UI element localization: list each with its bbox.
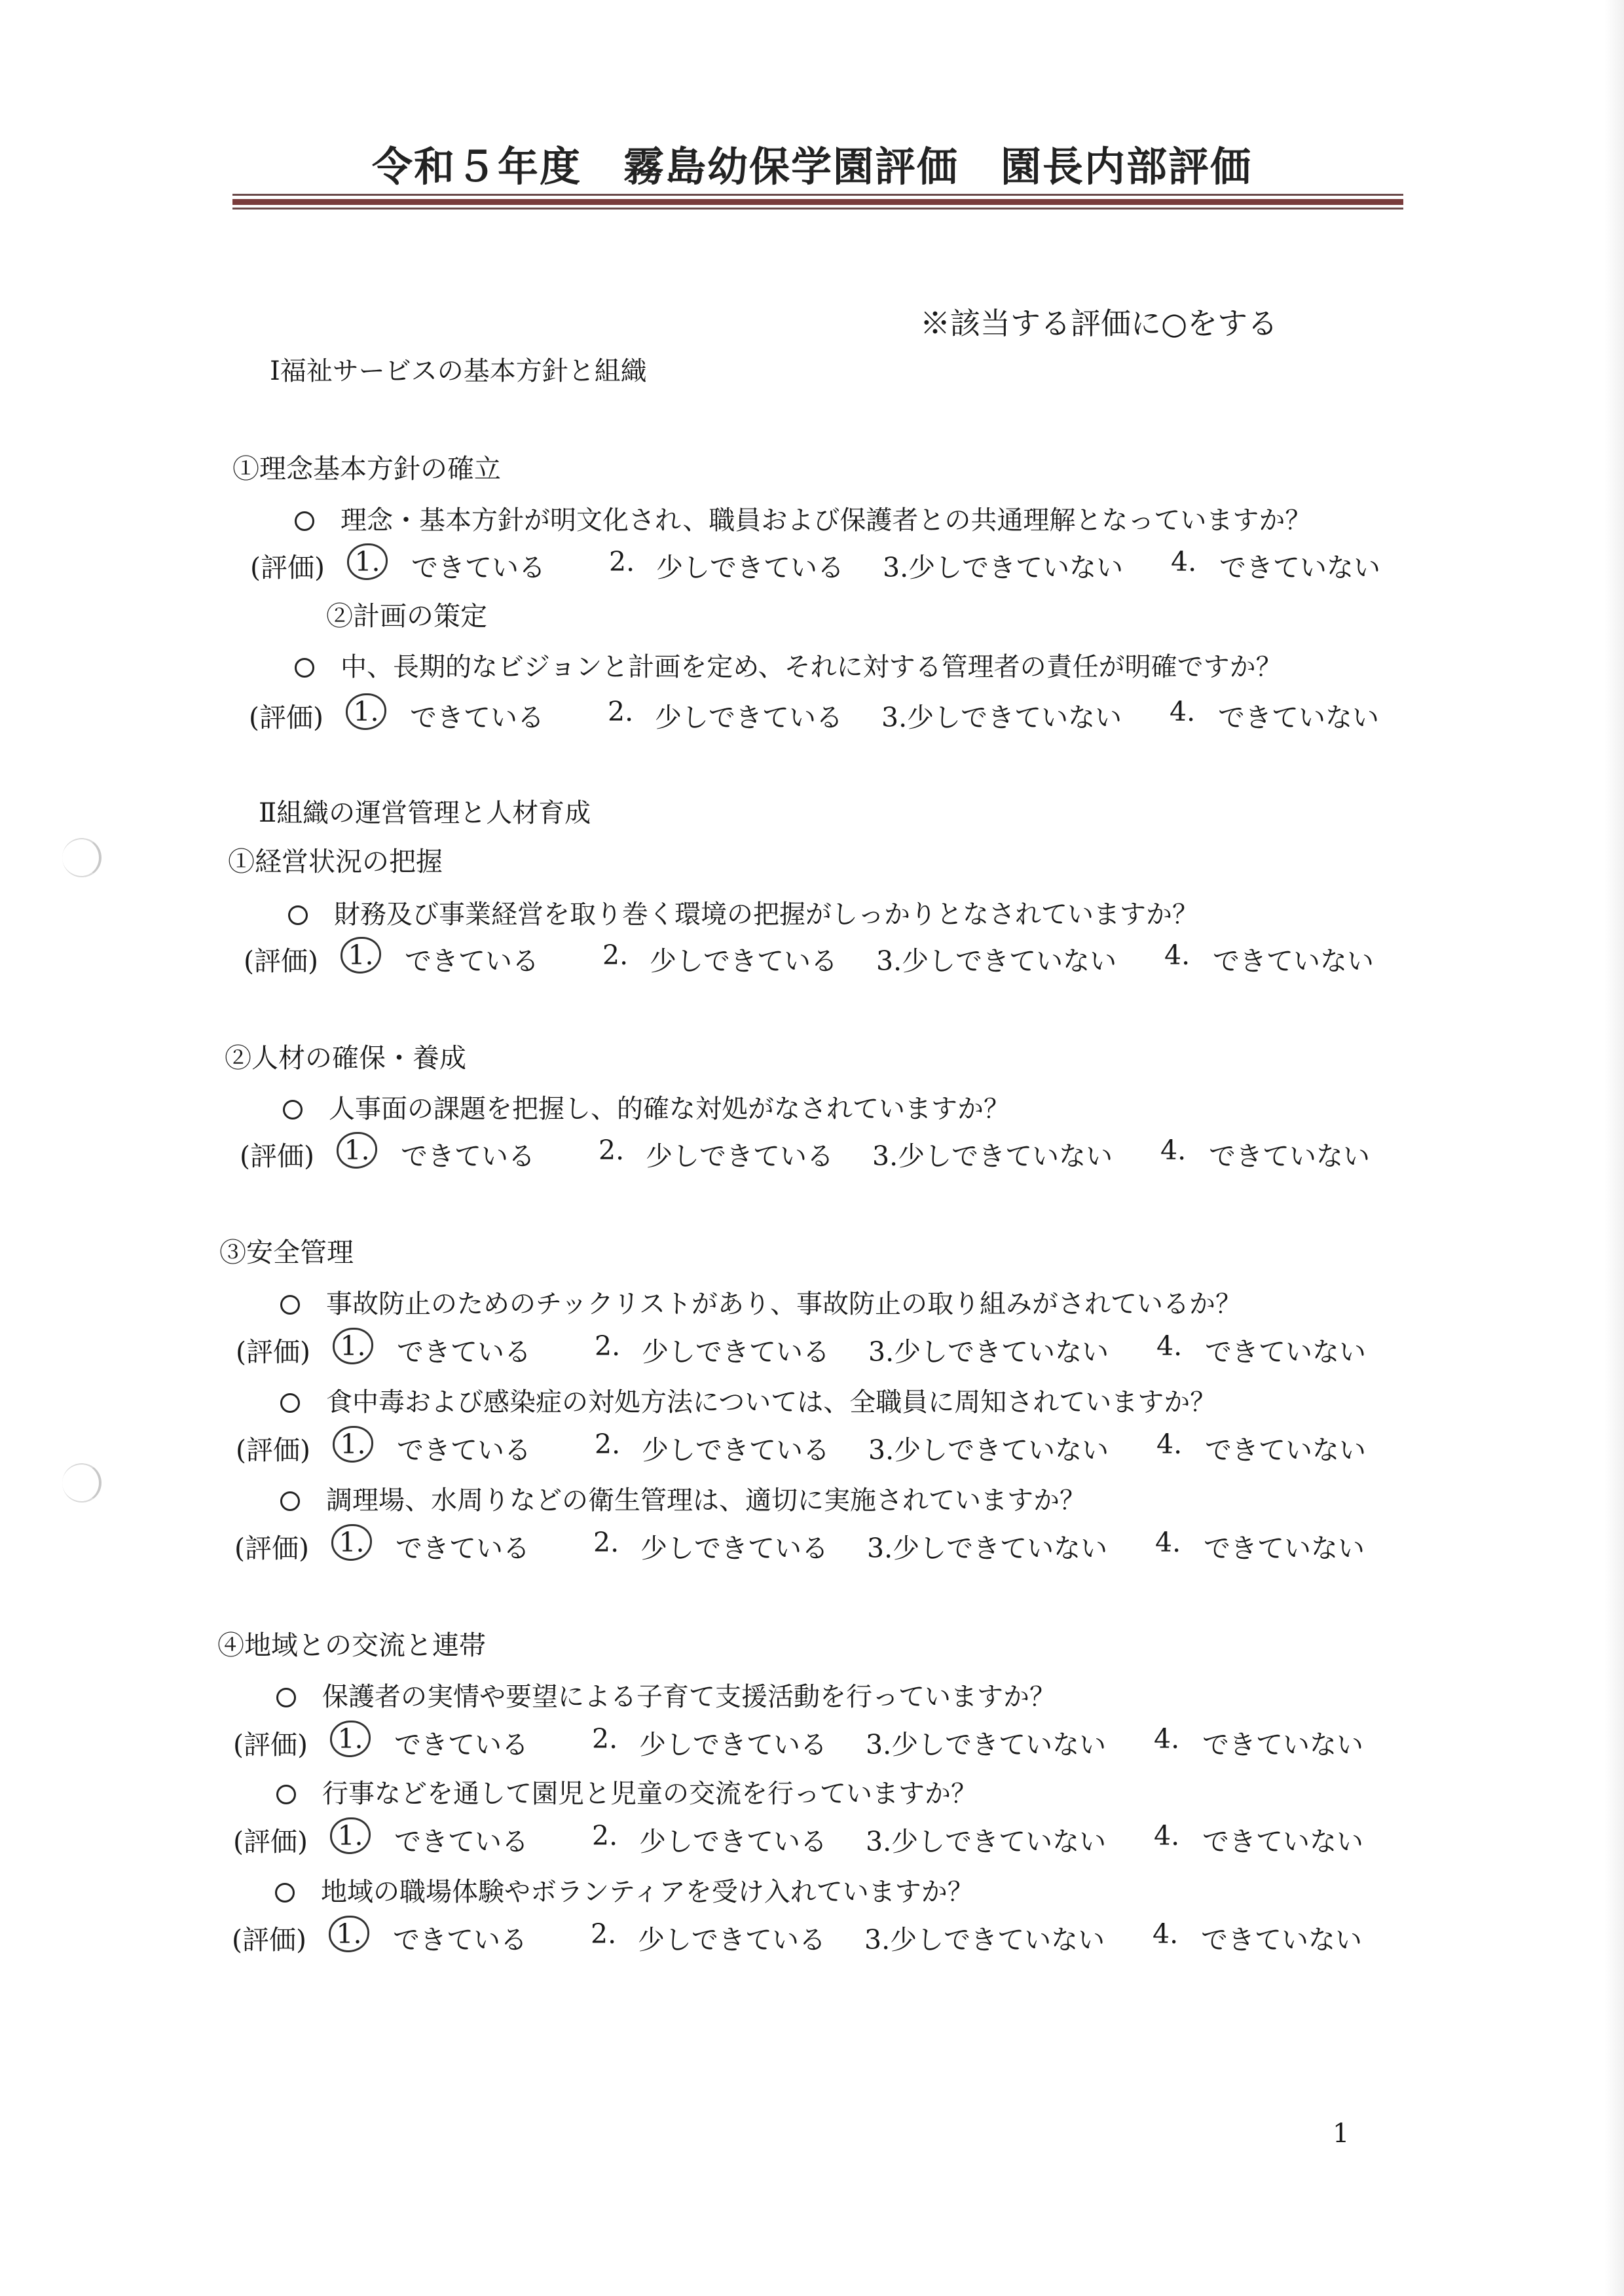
rating-option-2-number[interactable]: 2. bbox=[592, 1723, 618, 1755]
punch-hole bbox=[62, 1463, 101, 1503]
rating-option-2-number[interactable]: 2. bbox=[602, 939, 629, 971]
rating-option-1-text: できている bbox=[393, 1924, 527, 1956]
page-number: 1 bbox=[1333, 2119, 1350, 2149]
rating-option-3[interactable]: 3.少しできていない bbox=[866, 1729, 1107, 1760]
rating-option-4-text: できていない bbox=[1209, 1140, 1370, 1172]
question: 食中毒および感染症の対処方法については、全職員に周知されていますか？ bbox=[280, 1381, 1216, 1419]
rating-option-3[interactable]: 3.少しできていない bbox=[876, 945, 1117, 977]
question: 調理場、水周りなどの衛生管理は、適切に実施されていますか？ bbox=[280, 1480, 1086, 1517]
rating-option-2-number[interactable]: 2. bbox=[592, 1820, 618, 1851]
rating-option-2-number[interactable]: 2. bbox=[595, 1330, 621, 1362]
bullet-circle-icon bbox=[275, 1883, 295, 1903]
bullet-circle-icon bbox=[276, 1785, 296, 1804]
rating-option-2-number[interactable]: 2. bbox=[591, 1918, 617, 1950]
bullet-circle-icon bbox=[280, 1295, 300, 1315]
rating-option-3[interactable]: 3.少しできていない bbox=[868, 1336, 1109, 1368]
rating-option-2-text: 少しできている bbox=[639, 1826, 827, 1857]
rating-label: (評価) bbox=[233, 1826, 308, 1857]
page-title: 令和５年度 霧島幼保学園評価 園長内部評価 bbox=[371, 143, 1252, 191]
rating-option-1-text: できている bbox=[394, 1826, 528, 1857]
subsection-heading: ④地域との交流と連帯 bbox=[217, 1630, 486, 1661]
rating-option-2-text: 少しできている bbox=[642, 1434, 830, 1466]
rating-option-1-selected[interactable]: 1. bbox=[333, 1426, 373, 1463]
rating-option-4-text: できていない bbox=[1213, 945, 1374, 977]
rating-option-4-number[interactable]: 4. bbox=[1171, 546, 1197, 577]
rating-option-4-number[interactable]: 4. bbox=[1153, 1918, 1179, 1950]
rating-label: (評価) bbox=[240, 1140, 314, 1172]
subsection-heading: ②人材の確保・養成 bbox=[225, 1042, 466, 1074]
rating-option-2-number[interactable]: 2. bbox=[599, 1135, 625, 1166]
question: 財務及び事業経営を取り巻く環境の把握がしっかりとなされていますか？ bbox=[288, 894, 1198, 931]
rating-option-2-text: 少しできている bbox=[640, 1533, 828, 1564]
rating-option-1-text: できている bbox=[410, 702, 544, 733]
rating-option-1-selected[interactable]: 1. bbox=[341, 937, 381, 974]
rating-option-4-number[interactable]: 4. bbox=[1154, 1820, 1180, 1851]
rating-option-4-number[interactable]: 4. bbox=[1156, 1330, 1183, 1362]
rating-label: (評価) bbox=[250, 552, 325, 583]
question: 人事面の課題を把握し、的確な対処がなされていますか？ bbox=[283, 1088, 1010, 1125]
rating-option-4-number[interactable]: 4. bbox=[1170, 696, 1196, 727]
rating-option-4-number[interactable]: 4. bbox=[1155, 1527, 1181, 1558]
rating-option-2-number[interactable]: 2. bbox=[593, 1527, 619, 1558]
rating-option-4-text: できていない bbox=[1202, 1826, 1363, 1857]
bullet-circle-icon bbox=[276, 1688, 296, 1707]
rating-option-1-selected[interactable]: 1. bbox=[329, 1916, 369, 1952]
question: 行事などを通して園児と児童の交流を行っていますか？ bbox=[276, 1773, 977, 1810]
rating-option-1-selected[interactable]: 1. bbox=[337, 1132, 377, 1169]
rating-option-3[interactable]: 3.少しできていない bbox=[867, 1533, 1108, 1564]
rating-option-4-text: できていない bbox=[1201, 1924, 1362, 1956]
rating-option-2-text: 少しできている bbox=[650, 945, 838, 977]
rating-option-1-text: できている bbox=[401, 1140, 535, 1172]
bullet-circle-icon bbox=[295, 511, 314, 531]
subsection-heading: ②計画の策定 bbox=[326, 600, 487, 632]
rating-option-4-text: できていない bbox=[1218, 702, 1379, 733]
rating-option-2-text: 少しできている bbox=[639, 1729, 827, 1760]
section-heading: Ⅰ福祉サービスの基本方針と組織 bbox=[270, 356, 647, 386]
rating-option-1-selected[interactable]: 1. bbox=[330, 1721, 371, 1757]
question: 事故防止のためのチックリストがあり、事故防止の取り組みがされているか？ bbox=[280, 1283, 1242, 1321]
rating-option-1-text: できている bbox=[396, 1533, 530, 1564]
punch-hole bbox=[62, 838, 101, 877]
subsection-heading: ①経営状況の把握 bbox=[228, 846, 443, 877]
rating-label: (評価) bbox=[249, 702, 323, 733]
rating-option-4-number[interactable]: 4. bbox=[1156, 1429, 1183, 1460]
rating-option-1-text: できている bbox=[405, 945, 539, 977]
rating-option-3[interactable]: 3.少しできていない bbox=[872, 1140, 1113, 1172]
rating-option-1-text: できている bbox=[394, 1729, 528, 1760]
rating-option-2-text: 少しできている bbox=[642, 1336, 830, 1368]
question: 理念・基本方針が明文化され、職員および保護者との共通理解となっていますか？ bbox=[295, 500, 1311, 537]
rating-option-4-text: できていない bbox=[1219, 552, 1380, 583]
rating-option-1-text: できている bbox=[397, 1336, 531, 1368]
rating-option-1-selected[interactable]: 1. bbox=[331, 1524, 372, 1561]
instruction-note: ※該当する評価に○をする bbox=[920, 306, 1278, 341]
bullet-circle-icon bbox=[280, 1491, 300, 1511]
rating-option-2-number[interactable]: 2. bbox=[609, 546, 635, 577]
rating-option-1-selected[interactable]: 1. bbox=[333, 1328, 373, 1364]
rating-option-3[interactable]: 3.少しできていない bbox=[883, 552, 1124, 583]
rating-option-3[interactable]: 3.少しできていない bbox=[868, 1434, 1109, 1466]
rating-option-4-text: できていない bbox=[1204, 1533, 1365, 1564]
rating-option-2-text: 少しできている bbox=[656, 552, 844, 583]
subsection-heading: ③安全管理 bbox=[219, 1237, 354, 1268]
rating-option-4-text: できていない bbox=[1205, 1336, 1366, 1368]
question: 地域の職場体験やボランティアを受け入れていますか？ bbox=[275, 1871, 974, 1908]
rating-option-3[interactable]: 3.少しできていない bbox=[881, 702, 1122, 733]
rating-option-1-text: できている bbox=[397, 1434, 531, 1466]
bullet-circle-icon bbox=[280, 1393, 300, 1413]
rating-option-4-text: できていない bbox=[1202, 1729, 1363, 1760]
bullet-circle-icon bbox=[295, 658, 314, 678]
rating-option-3[interactable]: 3.少しできていない bbox=[864, 1924, 1105, 1956]
rating-option-4-number[interactable]: 4. bbox=[1160, 1135, 1187, 1166]
rating-option-1-selected[interactable]: 1. bbox=[346, 693, 386, 730]
scan-edge-shadow bbox=[1604, 0, 1624, 2296]
rating-label: (評価) bbox=[244, 945, 318, 977]
rating-option-1-selected[interactable]: 1. bbox=[347, 543, 388, 580]
rating-option-1-text: できている bbox=[411, 552, 545, 583]
rating-option-2-number[interactable]: 2. bbox=[608, 696, 634, 727]
rating-option-1-selected[interactable]: 1. bbox=[330, 1817, 371, 1854]
rating-label: (評価) bbox=[236, 1336, 310, 1368]
rating-option-2-text: 少しできている bbox=[646, 1140, 834, 1172]
rating-option-4-number[interactable]: 4. bbox=[1164, 939, 1190, 971]
rating-label: (評価) bbox=[234, 1533, 309, 1564]
subsection-heading: ①理念基本方針の確立 bbox=[232, 453, 501, 484]
rating-option-2-text: 少しできている bbox=[655, 702, 843, 733]
rating-option-4-number[interactable]: 4. bbox=[1154, 1723, 1180, 1755]
bullet-circle-icon bbox=[288, 905, 308, 925]
question: 中、長期的なビジョンと計画を定め、それに対する管理者の責任が明確ですか？ bbox=[295, 646, 1282, 683]
rating-option-2-number[interactable]: 2. bbox=[595, 1429, 621, 1460]
rating-option-2-text: 少しできている bbox=[638, 1924, 826, 1956]
rating-label: (評価) bbox=[233, 1729, 308, 1760]
question: 保護者の実情や要望による子育て支援活動を行っていますか？ bbox=[276, 1676, 1056, 1713]
title-underline bbox=[232, 194, 1403, 219]
rating-label: (評価) bbox=[236, 1434, 310, 1466]
rating-option-3[interactable]: 3.少しできていない bbox=[866, 1826, 1107, 1857]
bullet-circle-icon bbox=[283, 1100, 303, 1120]
section-heading: Ⅱ組織の運営管理と人材育成 bbox=[259, 798, 591, 828]
rating-option-4-text: できていない bbox=[1205, 1434, 1366, 1466]
rating-label: (評価) bbox=[232, 1924, 306, 1956]
